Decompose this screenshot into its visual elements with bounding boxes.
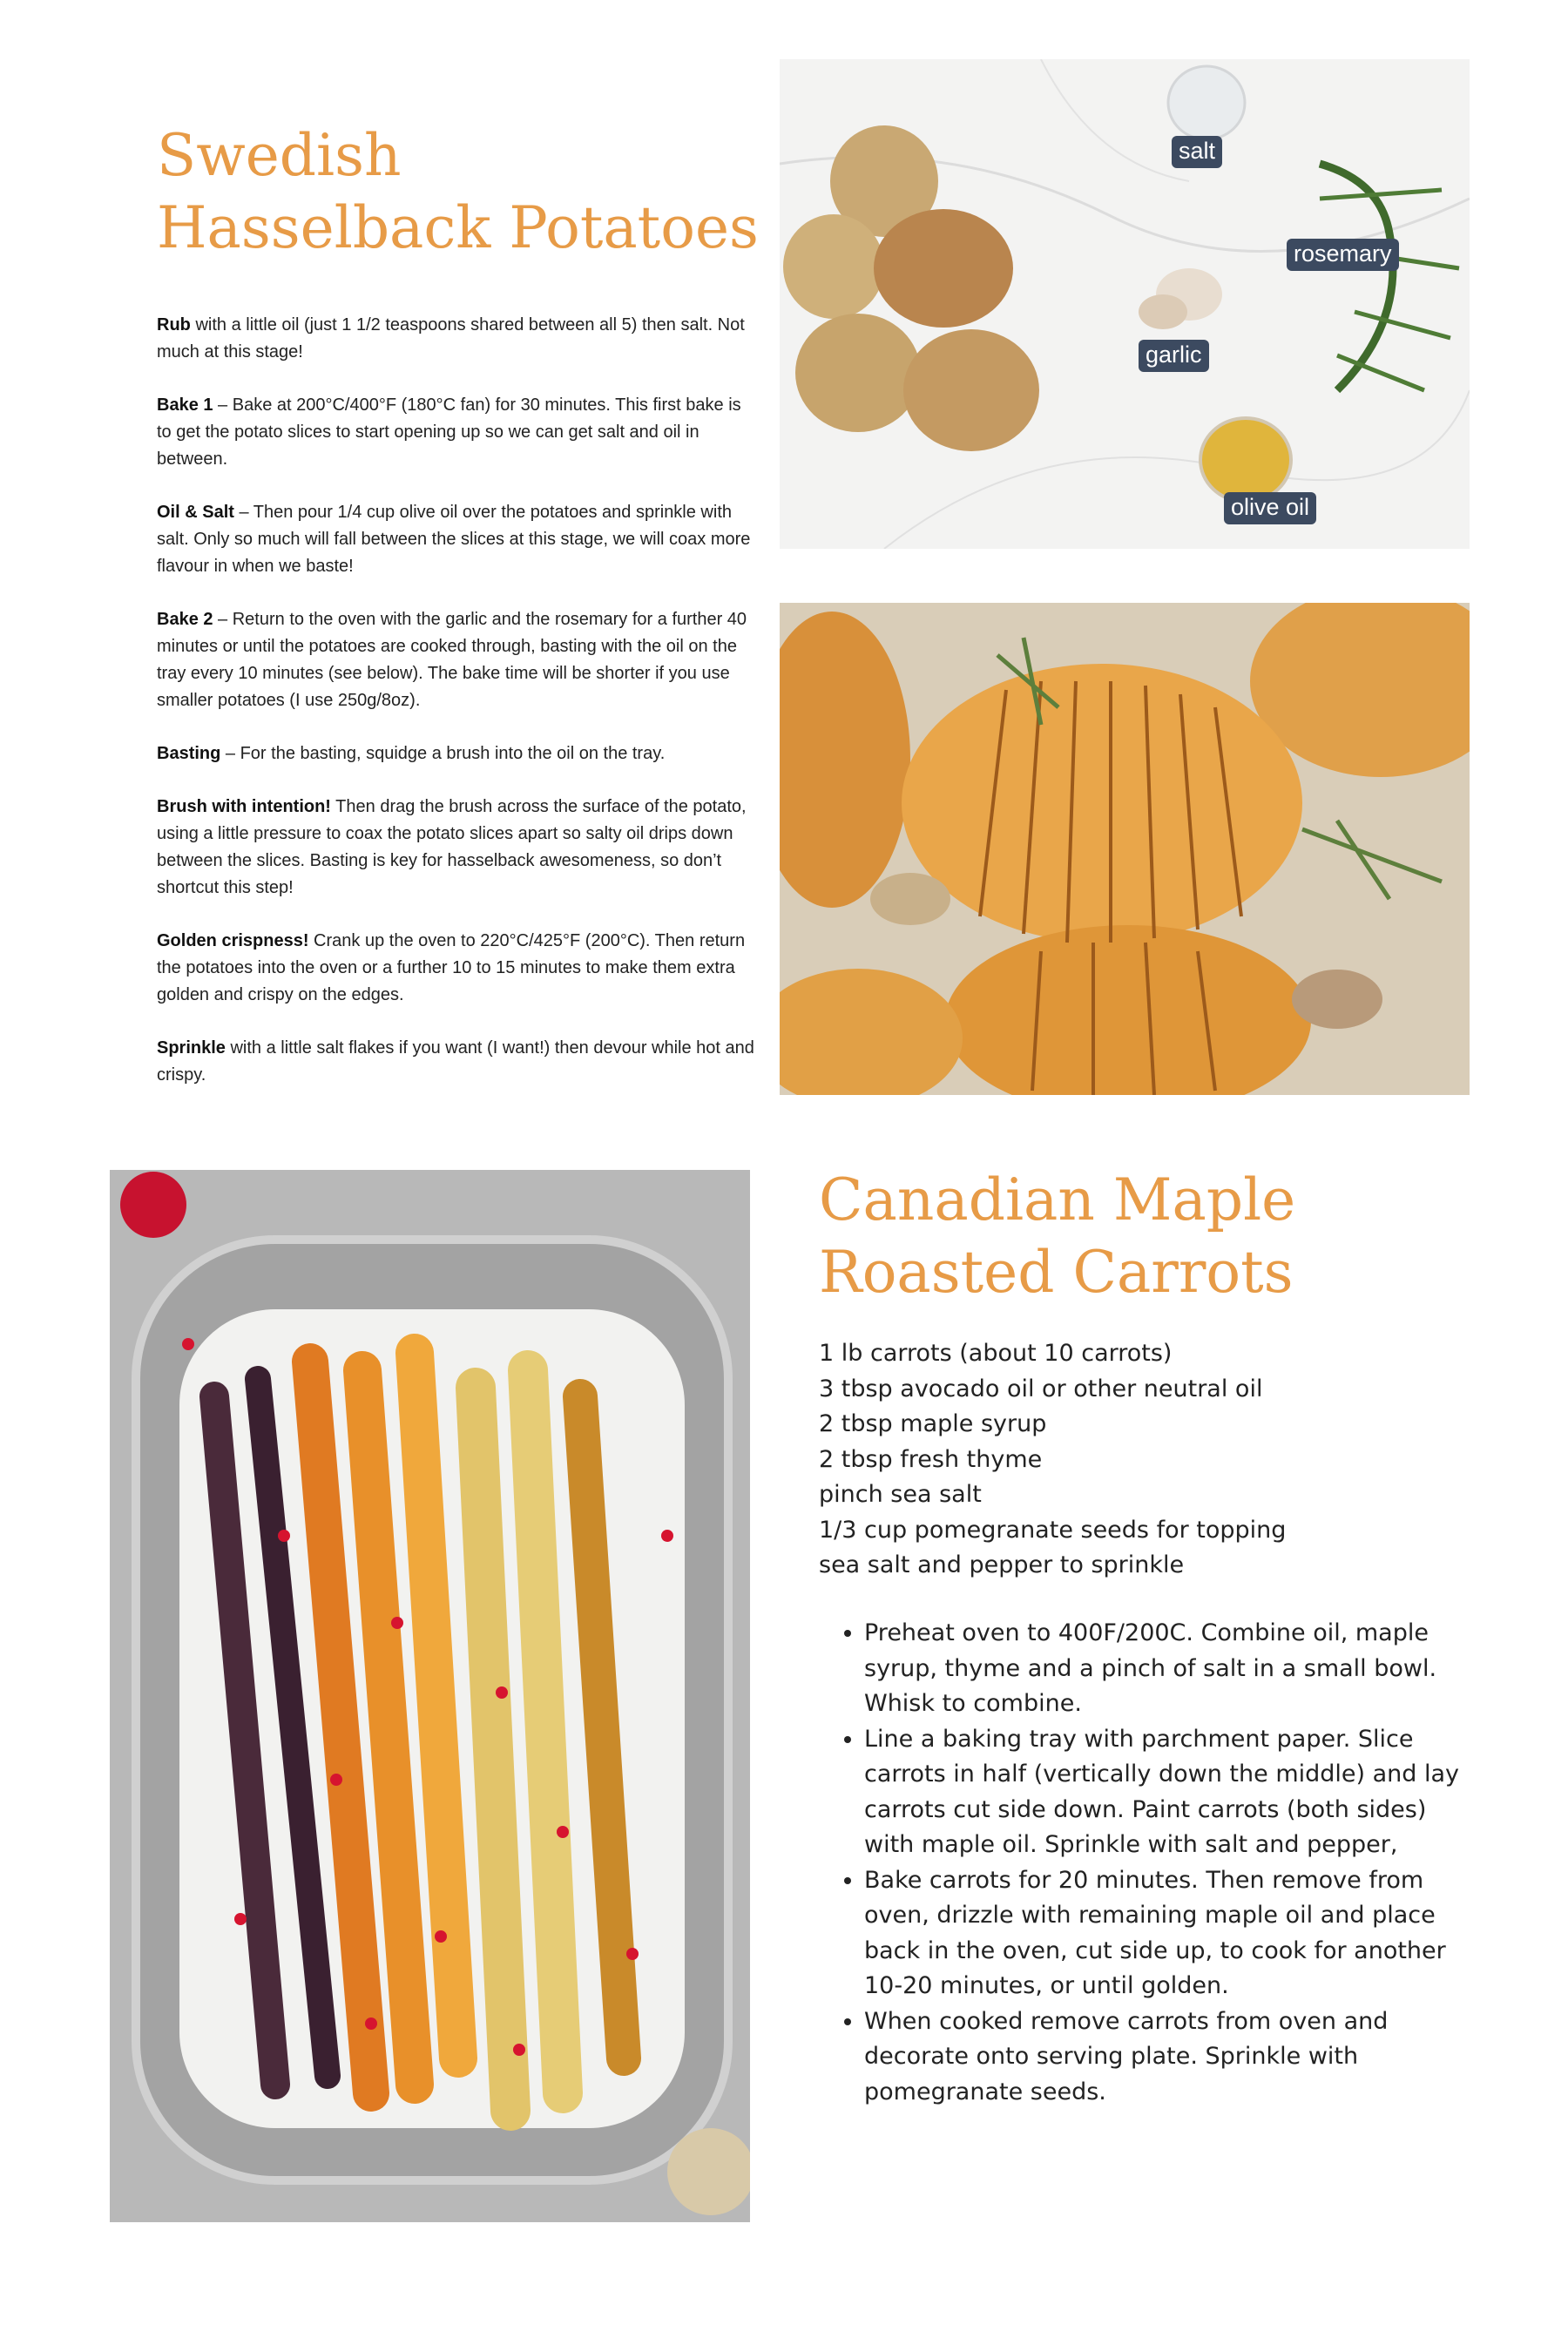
- step-text: with a little salt flakes if you want (I want!) then devour while hot and crispy.: [157, 1038, 754, 1085]
- method-paragraph: [157, 1035, 758, 1089]
- olive-oil-tag: olive oil: [1224, 492, 1316, 524]
- step-label: Rub: [157, 315, 191, 335]
- ingredient-item: pinch sea salt: [819, 1481, 982, 1508]
- method-paragraph: [157, 606, 758, 714]
- maple-carrots-title: [819, 1165, 1295, 1308]
- ingredients-illustration: [780, 59, 1470, 549]
- step-text: – Bake at 200°C/400°F (180°C fan) for 30 minutes. This first bake is to get the potato slices to start opening up so we can get salt and oil in between.: [157, 395, 741, 469]
- ingredient-item: 3 tbsp avocado oil or other neutral oil: [819, 1375, 1263, 1402]
- carrots-illustration: [110, 1170, 750, 2222]
- rosemary-tag: rosemary: [1287, 239, 1399, 271]
- step-label: Oil & Salt: [157, 503, 234, 522]
- title-line: Hasselback Potatoes: [157, 193, 759, 261]
- method-paragraph: [157, 392, 758, 473]
- method-step: • Preheat oven to 400F/200C. Combine oil, maple syrup, thyme and a pinch of salt in a small bowl. Whisk to combine.: [864, 1616, 1474, 1722]
- step-label: Brush with intention!: [157, 797, 331, 816]
- swedish-potatoes-method: [157, 312, 758, 1115]
- method-step: • Line a baking tray with parchment paper. Slice carrots in half (vertically down the middle) and lay carrots cut side down. Paint carrots (both sides) with maple oil. Sprinkle with salt and pepper,: [864, 1722, 1474, 1863]
- hasselback-potatoes-photo: [780, 603, 1470, 1095]
- step-text: – Return to the oven with the garlic and the rosemary for a further 40 minutes or until the potatoes are cooked through, basting with the oil on the tray every 10 minutes (see below). The bake time will be shorter if you use smaller potatoes (I use 250g/8oz).: [157, 610, 747, 710]
- garlic-tag: garlic: [1139, 340, 1209, 372]
- method-paragraph: [157, 740, 758, 767]
- step-label: Golden crispness!: [157, 931, 309, 950]
- method-paragraph: [157, 499, 758, 580]
- method-paragraph: [157, 312, 758, 366]
- ingredient-item: 2 tbsp fresh thyme: [819, 1445, 1043, 1473]
- step-label: Basting: [157, 744, 221, 763]
- step-text: – Then pour 1/4 cup olive oil over the potatoes and sprinkle with salt. Only so much will fall between the slices at this stage, we will coax more flavour in when we baste!: [157, 503, 751, 576]
- carrot-ingredient-list: [819, 1336, 1446, 1584]
- ingredient-item: 2 tbsp maple syrup: [819, 1410, 1047, 1437]
- ingredient-item: 1 lb carrots (about 10 carrots): [819, 1340, 1173, 1367]
- title-line: Roasted Carrots: [819, 1238, 1294, 1306]
- method-paragraph: [157, 794, 758, 902]
- step-text: Then drag the brush across the surface of the potato, using a little pressure to coax the potato slices apart so salty oil drips down between the slices. Basting is key for hasselback awesomeness, so don’t shortcut this step!: [157, 797, 747, 897]
- step-label: Sprinkle: [157, 1038, 226, 1058]
- step-text: Crank up the oven to 220°C/425°F (200°C). Then return the potatoes into the oven or a further 10 to 15 minutes to make them extra golden and crispy on the edges.: [157, 931, 746, 1004]
- roasted-carrots-photo: [110, 1170, 750, 2222]
- hasselback-illustration: [780, 603, 1470, 1095]
- step-text: – For the basting, squidge a brush into the oil on the tray.: [220, 744, 666, 763]
- title-line: Swedish: [157, 122, 402, 189]
- step-text: with a little oil (just 1 1/2 teaspoons shared between all 5) then salt. Not much at this stage!: [157, 315, 745, 362]
- carrot-method-list: [819, 1616, 1474, 2110]
- method-step: • Bake carrots for 20 minutes. Then remove from oven, drizzle with remaining maple oil and place back in the oven, cut side up, to cook for another 10-20 minutes, or until golden.: [864, 1863, 1474, 2004]
- method-paragraph: [157, 928, 758, 1009]
- swedish-potatoes-title: [157, 120, 759, 264]
- step-label: Bake 2: [157, 610, 213, 629]
- salt-tag: salt: [1172, 136, 1222, 168]
- step-label: Bake 1: [157, 395, 213, 415]
- ingredient-item: sea salt and pepper to sprinkle: [819, 1551, 1185, 1578]
- title-line: Canadian Maple: [819, 1166, 1296, 1233]
- ingredient-item: 1/3 cup pomegranate seeds for topping: [819, 1516, 1287, 1544]
- ingredients-photo: [780, 59, 1470, 549]
- method-step: • When cooked remove carrots from oven and decorate onto serving plate. Sprinkle with pomegranate seeds.: [864, 2004, 1474, 2111]
